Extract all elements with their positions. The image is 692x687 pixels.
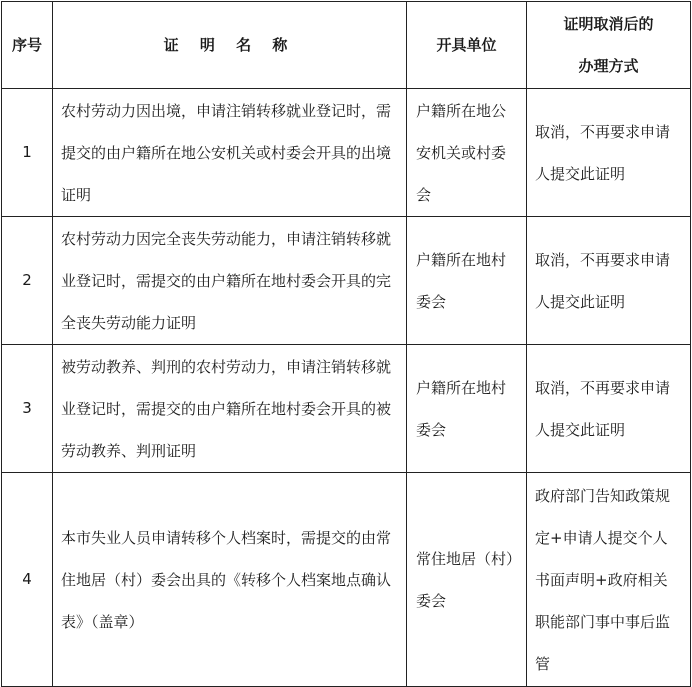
- row-handling-method: 取消，不再要求申请人提交此证明: [527, 217, 691, 345]
- row-certificate-name: 本市失业人员申请转移个人档案时，需提交的由常住地居（村）委会出具的《转移个人档案地点确认表》（盖章）: [53, 473, 407, 687]
- row-certificate-name: 农村劳动力因出境，申请注销转移就业登记时，需提交的由户籍所在地公安机关或村委会开具的出境证明: [53, 89, 407, 217]
- row-issuing-unit: 户籍所在地村委会: [407, 217, 527, 345]
- header-handling-method-line2: 办理方式: [578, 57, 639, 75]
- table-row: [2, 345, 691, 473]
- header-handling-method: [527, 2, 691, 89]
- row-handling-method: 取消，不再要求申请人提交此证明: [527, 89, 691, 217]
- row-issuing-unit: 常住地居（村）委会: [407, 473, 527, 687]
- row-serial-number: 4: [2, 473, 53, 687]
- header-certificate-name: 证 明 名 称: [53, 2, 407, 89]
- row-certificate-name: 被劳动教养、判刑的农村劳动力，申请注销转移就业登记时，需提交的由户籍所在地村委会开具的被劳动教养、判刑证明: [53, 345, 407, 473]
- row-issuing-unit: 户籍所在地公安机关或村委会: [407, 89, 527, 217]
- row-issuing-unit: 户籍所在地村委会: [407, 345, 527, 473]
- row-serial-number: 1: [2, 89, 53, 217]
- certificate-table: [1, 1, 691, 687]
- table-row: [2, 217, 691, 345]
- row-handling-method: 取消，不再要求申请人提交此证明: [527, 345, 691, 473]
- row-serial-number: 2: [2, 217, 53, 345]
- table-row: [2, 473, 691, 687]
- table-header-row: [2, 2, 691, 89]
- header-serial-number: 序号: [2, 2, 53, 89]
- row-certificate-name: 农村劳动力因完全丧失劳动能力，申请注销转移就业登记时，需提交的由户籍所在地村委会开具的完全丧失劳动能力证明: [53, 217, 407, 345]
- header-issuing-unit: 开具单位: [407, 2, 527, 89]
- header-handling-method-line1: 证明取消后的: [563, 15, 654, 33]
- table-row: [2, 89, 691, 217]
- row-serial-number: 3: [2, 345, 53, 473]
- row-handling-method: 政府部门告知政策规定+申请人提交个人书面声明+政府相关职能部门事中事后监管: [527, 473, 691, 687]
